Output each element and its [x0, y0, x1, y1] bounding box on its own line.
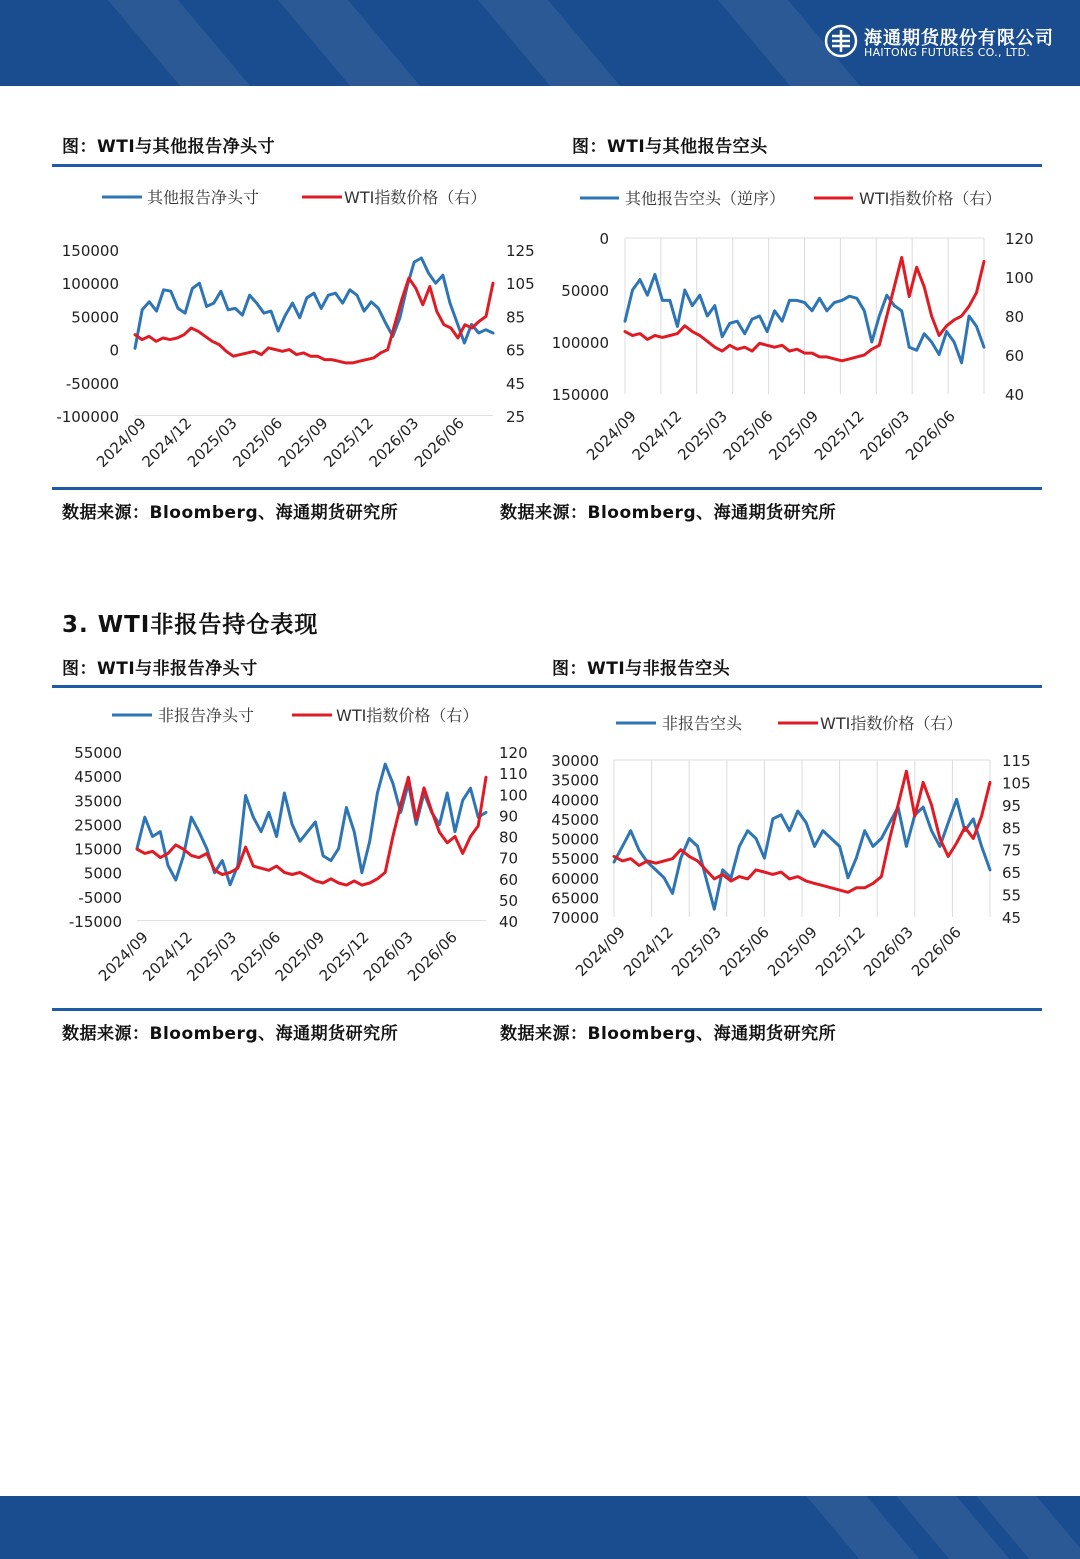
x-axis-tick-label: 2024/09	[93, 414, 150, 471]
x-axis-tick-label: 2024/09	[572, 923, 629, 980]
right-axis-tick-label: 100	[1005, 269, 1034, 287]
left-axis-tick-label: 25000	[74, 816, 122, 835]
chart-other-short	[552, 172, 1042, 487]
left-axis-tick-label: 35000	[74, 792, 122, 811]
left-axis-tick-label: 45000	[551, 810, 599, 829]
right-axis-tick-label: 60	[1005, 347, 1025, 365]
left-axis-tick-label: 65000	[551, 889, 599, 908]
series-line-positions	[137, 764, 486, 885]
right-axis-tick-label: 125	[506, 242, 535, 260]
x-axis-tick-label: 2025/03	[674, 407, 731, 464]
figure-4-title: 图：WTI与非报告空头	[552, 659, 731, 679]
left-axis-tick-label: 50000	[561, 282, 609, 300]
right-axis-tick-label: 120	[1005, 230, 1034, 248]
company-name-cn: 海通期货股份有限公司	[864, 28, 1054, 49]
x-axis-tick-label: 2025/09	[271, 928, 329, 985]
legend-label: 非报告空头	[662, 714, 743, 733]
chart-nonreport-short	[542, 693, 1042, 1008]
left-axis-tick-label: 55000	[551, 850, 599, 869]
right-axis-tick-label: 40	[499, 913, 519, 931]
right-axis-tick-label: 80	[1005, 308, 1025, 326]
x-axis-tick-label: 2025/06	[716, 923, 773, 980]
x-axis-tick-label: 2024/12	[139, 928, 196, 985]
left-axis-tick-label: 70000	[551, 909, 599, 927]
legend-label: WTI指数价格（右）	[344, 188, 487, 207]
left-axis-tick-label: 150000	[61, 242, 119, 260]
left-axis-tick-label: 45000	[74, 768, 122, 787]
right-axis-tick-label: 70	[499, 849, 519, 868]
left-axis-tick-label: 40000	[551, 791, 599, 810]
left-axis-tick-label: 30000	[551, 752, 599, 770]
figure-1-source: 数据来源：Bloomberg、海通期货研究所	[62, 503, 399, 523]
right-axis-tick-label: 75	[1002, 841, 1022, 860]
right-axis-tick-label: 85	[506, 308, 526, 327]
legend-label: 非报告净头寸	[158, 706, 255, 725]
x-axis-tick-label: 2024/12	[138, 414, 196, 471]
legend-label: WTI指数价格（右）	[859, 189, 1002, 208]
right-axis-tick-label: 45	[506, 374, 526, 393]
left-axis-tick-label: -5000	[78, 888, 122, 907]
right-axis-tick-label: 40	[1005, 386, 1025, 404]
x-axis-tick-label: 2025/12	[315, 928, 373, 985]
left-axis-tick-label: 55000	[74, 744, 122, 762]
right-axis-tick-label: 80	[499, 828, 519, 847]
x-axis-tick-label: 2024/12	[628, 407, 686, 464]
right-axis-tick-label: 60	[499, 870, 519, 889]
figure-3-source: 数据来源：Bloomberg、海通期货研究所	[62, 1024, 399, 1044]
x-axis-tick-label: 2025/03	[668, 923, 725, 980]
series-line-wti-price	[135, 278, 493, 363]
x-axis-tick-label: 2026/06	[404, 928, 461, 985]
x-axis-tick-label: 2026/06	[908, 923, 965, 980]
left-axis-tick-label: 50000	[71, 308, 119, 327]
x-axis-tick-label: 2025/12	[320, 414, 377, 471]
right-axis-tick-label: 105	[1002, 774, 1031, 793]
right-axis-tick-label: 45	[1002, 909, 1022, 927]
left-axis-tick-label: 60000	[551, 869, 599, 888]
company-logo	[824, 22, 1054, 66]
left-axis-tick-label: -100000	[56, 408, 119, 426]
legend-label: 其他报告净头寸	[147, 188, 260, 207]
x-axis-tick-label: 2026/03	[359, 928, 417, 985]
left-axis-tick-label: -50000	[65, 374, 119, 393]
x-axis-tick-label: 2025/09	[765, 407, 823, 464]
right-axis-tick-label: 50	[499, 891, 519, 910]
left-axis-tick-label: 150000	[551, 386, 609, 404]
x-axis-tick-label: 2025/12	[810, 407, 868, 464]
left-axis-tick-label: -15000	[68, 913, 122, 931]
figure-4-source: 数据来源：Bloomberg、海通期货研究所	[500, 1024, 837, 1044]
left-axis-tick-label: 0	[599, 230, 609, 248]
legend-label: 其他报告空头（逆序）	[625, 189, 786, 208]
x-axis-tick-label: 2026/06	[411, 414, 468, 471]
x-axis-tick-label: 2026/03	[856, 407, 914, 464]
figure-row-2-top-rule	[52, 685, 1042, 688]
right-axis-tick-label: 100	[499, 786, 528, 805]
x-axis-tick-label: 2025/12	[812, 923, 869, 980]
x-axis-tick-label: 2024/12	[620, 923, 677, 980]
right-axis-tick-label: 110	[499, 765, 528, 784]
x-axis-tick-label: 2025/06	[227, 928, 285, 985]
chart-nonreport-net-position	[52, 693, 542, 1008]
x-axis-tick-label: 2024/09	[95, 928, 152, 985]
left-axis-tick-label: 0	[109, 341, 119, 360]
legend-label: WTI指数价格（右）	[820, 714, 963, 733]
x-axis-tick-label: 2026/03	[860, 923, 917, 980]
x-axis-tick-label: 2025/06	[719, 407, 777, 464]
right-axis-tick-label: 25	[506, 408, 526, 426]
header-bar	[0, 0, 1080, 86]
left-axis-tick-label: 50000	[551, 830, 599, 849]
legend-label: WTI指数价格（右）	[336, 706, 479, 725]
right-axis-tick-label: 105	[506, 275, 535, 294]
left-axis-tick-label: 15000	[74, 840, 122, 859]
left-axis-tick-label: 5000	[83, 864, 122, 883]
figure-row-1-top-rule	[52, 164, 1042, 167]
figure-row-1-bottom-rule	[52, 487, 1042, 490]
x-axis-tick-label: 2024/09	[583, 407, 640, 464]
right-axis-tick-label: 55	[1002, 886, 1022, 905]
right-axis-tick-label: 90	[499, 807, 519, 826]
x-axis-tick-label: 2026/06	[902, 407, 959, 464]
figure-2-source: 数据来源：Bloomberg、海通期货研究所	[500, 503, 837, 523]
right-axis-tick-label: 65	[1002, 864, 1022, 883]
footer-bar	[0, 1496, 1080, 1559]
right-axis-tick-label: 115	[1002, 752, 1031, 770]
right-axis-tick-label: 95	[1002, 796, 1022, 815]
x-axis-tick-label: 2025/03	[183, 414, 241, 471]
series-line-positions	[135, 258, 493, 348]
right-axis-tick-label: 65	[506, 341, 526, 360]
x-axis-tick-label: 2025/09	[764, 923, 821, 980]
x-axis-tick-label: 2026/03	[365, 414, 423, 471]
left-axis-tick-label: 35000	[551, 771, 599, 790]
figure-2-title: 图：WTI与其他报告空头	[572, 137, 768, 157]
figure-3-title: 图：WTI与非报告净头寸	[62, 659, 258, 679]
haitong-logo-icon	[824, 24, 858, 58]
left-axis-tick-label: 100000	[551, 334, 609, 352]
section-3-title: 3. WTI非报告持仓表现	[62, 612, 319, 638]
chart-other-net-position	[52, 172, 552, 487]
figure-row-2-bottom-rule	[52, 1008, 1042, 1011]
x-axis-tick-label: 2025/06	[229, 414, 287, 471]
figure-1-title: 图：WTI与其他报告净头寸	[62, 137, 276, 157]
right-axis-tick-label: 120	[499, 744, 528, 762]
company-name-en: HAITONG FUTURES CO., LTD.	[864, 46, 1031, 59]
left-axis-tick-label: 100000	[61, 275, 119, 294]
x-axis-tick-label: 2025/03	[183, 928, 241, 985]
right-axis-tick-label: 85	[1002, 819, 1022, 838]
x-axis-tick-label: 2025/09	[274, 414, 332, 471]
